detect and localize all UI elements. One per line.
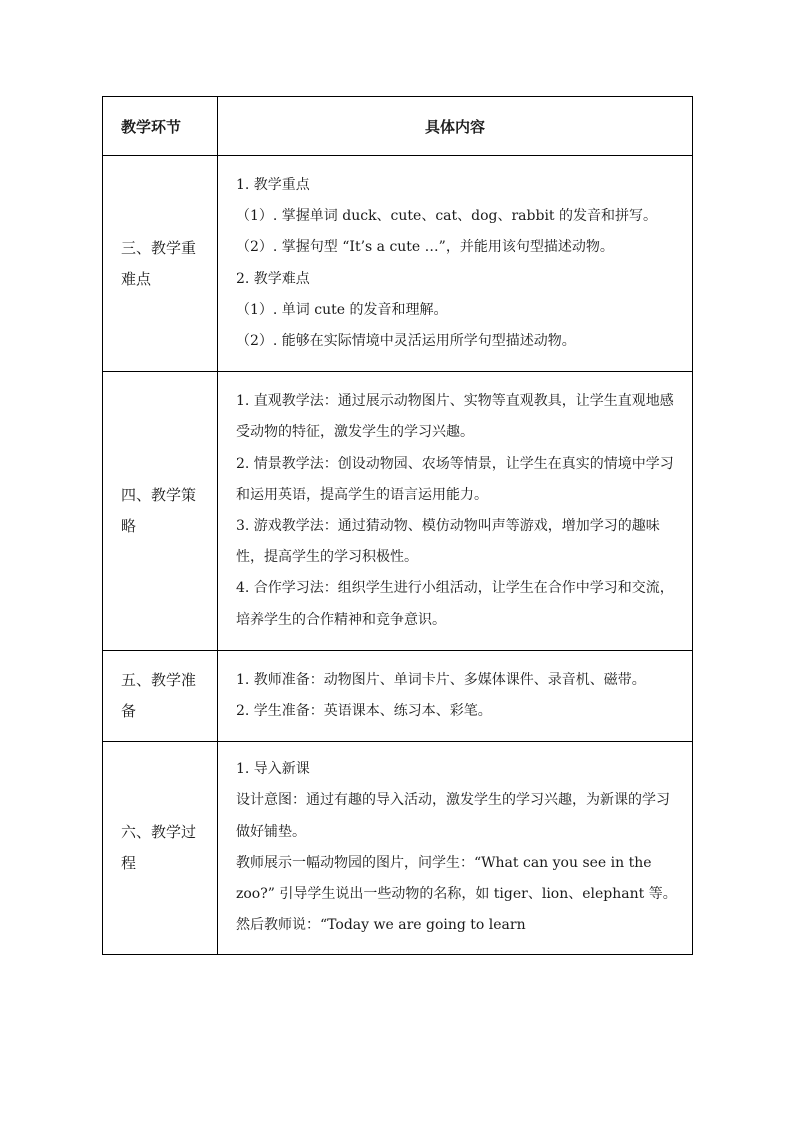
content-line: （2）. 能够在实际情境中灵活运用所学句型描述动物。	[236, 333, 576, 350]
content-line: （2）. 掌握句型 “It’s a cute …”，并能用该句型描述动物。	[236, 239, 614, 256]
lesson-plan-table	[102, 96, 693, 955]
table-row	[103, 372, 693, 651]
row-content	[218, 156, 693, 372]
content-line: 1. 教师准备：动物图片、单词卡片、多媒体课件、录音机、磁带。	[236, 671, 646, 688]
row-content	[218, 372, 693, 651]
row-content	[218, 650, 693, 741]
header-teaching-stage: 教学环节	[103, 97, 218, 156]
table-row	[103, 156, 693, 372]
row-label: 六、教学过程	[103, 742, 218, 955]
content-line: 3. 游戏教学法：通过猜动物、模仿动物叫声等游戏，增加学习的趣味性，提高学生的学习积极性。	[236, 518, 660, 566]
content-line: 1. 导入新课	[236, 761, 310, 778]
content-line: （1）. 掌握单词 duck、cute、cat、dog、rabbit 的发音和拼写。	[236, 208, 658, 225]
content-line: 设计意图：通过有趣的导入活动，激发学生的学习兴趣，为新课的学习做好铺垫。	[236, 792, 670, 840]
table-header-row	[103, 97, 693, 156]
content-line: 2. 教学难点	[236, 270, 310, 287]
content-line: 教师展示一幅动物园的图片，问学生：“What can you see in the zoo?” 引导学生说出一些动物的名称，如 tiger、lion、elephant 等。然后教师说：“Today we are going to learn	[236, 854, 677, 934]
row-label: 四、教学策略	[103, 372, 218, 651]
table-row	[103, 650, 693, 741]
row-label: 三、教学重难点	[103, 156, 218, 372]
table-row	[103, 742, 693, 955]
content-line: （1）. 单词 cute 的发音和理解。	[236, 301, 448, 318]
content-line: 1. 教学重点	[236, 177, 310, 193]
row-content	[218, 742, 693, 955]
row-label: 五、教学准备	[103, 650, 218, 741]
content-line: 2. 学生准备：英语课本、练习本、彩笔。	[236, 703, 492, 720]
header-specific-content: 具体内容	[218, 97, 693, 156]
content-line: 1. 直观教学法：通过展示动物图片、实物等直观教具，让学生直观地感受动物的特征，激发学生的学习兴趣。	[236, 393, 674, 441]
content-line: 2. 情景教学法：创设动物园、农场等情景，让学生在真实的情境中学习和运用英语，提高学生的语言运用能力。	[236, 455, 674, 503]
content-line: 4. 合作学习法：组织学生进行小组活动，让学生在合作中学习和交流，培养学生的合作精神和竞争意识。	[236, 580, 674, 628]
